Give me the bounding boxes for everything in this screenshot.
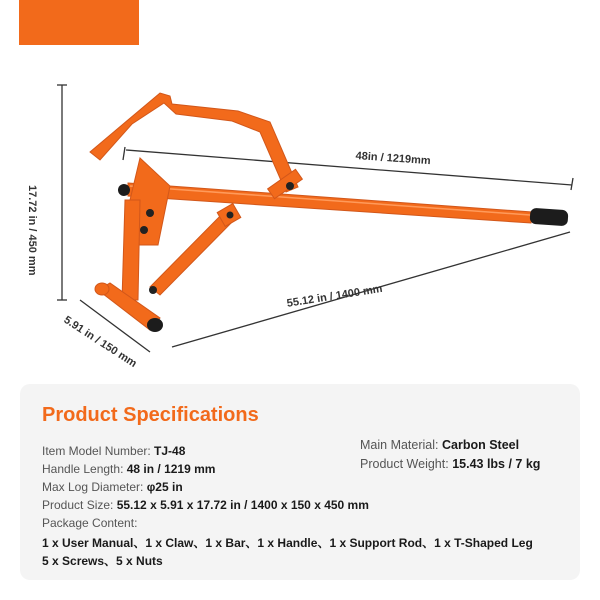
spec-title: Product Specifications — [42, 404, 259, 426]
spec-size-value: 55.12 x 5.91 x 17.72 in / 1400 x 150 x 450 mm — [116, 498, 369, 512]
spec-weight — [360, 457, 540, 471]
spec-model — [42, 444, 185, 458]
specifications-card — [20, 384, 580, 580]
package-content-line-1: 1 x User Manual、1 x Claw、1 x Bar、1 x Handle、1 x Support Rod、1 x T-Shaped Leg — [42, 536, 533, 550]
bar-length-label: 48in / 1219mm — [355, 150, 432, 168]
vertical-leg — [122, 200, 140, 300]
spec-material — [360, 438, 519, 452]
bar-dimension-line — [126, 150, 572, 185]
spec-weight-value: 15.43 lbs / 7 kg — [452, 457, 541, 471]
spec-handle-length-label: Handle Length: — [42, 462, 127, 476]
spec-model-label: Item Model Number: — [42, 444, 155, 458]
spec-model-value: TJ-48 — [154, 444, 186, 458]
spec-size — [42, 498, 369, 512]
spec-package-heading: Package Content: — [42, 516, 138, 530]
package-content-line-2: 5 x Screws、5 x Nuts — [42, 554, 163, 568]
depth-label: 5.91 in / 150 mm — [61, 314, 139, 371]
spec-package-label — [42, 516, 137, 530]
spec-max-log — [42, 480, 183, 494]
spec-size-label: Product Size: — [42, 498, 117, 512]
spec-material-value: Carbon Steel — [441, 438, 520, 452]
handle-bar — [128, 183, 532, 223]
spec-max-log-label: Max Log Diameter: — [42, 480, 147, 494]
spec-max-log-value: φ25 in — [146, 480, 183, 494]
claw-hook — [90, 93, 298, 192]
spec-material-label: Main Material: — [360, 438, 442, 452]
height-label: 17.72 in / 450 mm — [26, 185, 38, 276]
spec-handle-length — [42, 462, 215, 476]
spec-handle-length-value: 48 in / 1219 mm — [126, 462, 216, 476]
spec-weight-label: Product Weight: — [360, 457, 453, 471]
overall-length-label: 55.12 in / 1400 mm — [286, 282, 384, 310]
handle-grip — [529, 208, 568, 227]
